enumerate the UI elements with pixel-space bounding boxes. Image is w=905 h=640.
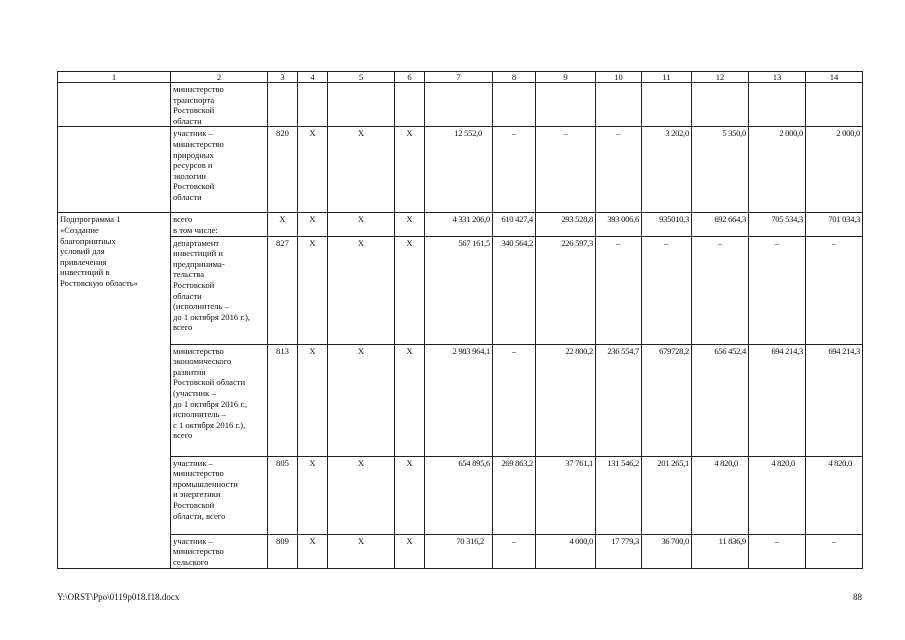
table-row: [58, 83, 863, 127]
value-cell: 654 895,6: [425, 456, 493, 534]
value-cell: 935010,3: [642, 213, 692, 236]
value-cell: –: [749, 236, 806, 344]
col-header: 14: [806, 72, 863, 83]
value-cell: 694 214,3: [749, 344, 806, 456]
cell: X: [328, 127, 395, 213]
participant-cell: министерство транспорта Ростовской области: [171, 83, 268, 127]
value-cell: 656 452,4: [692, 344, 749, 456]
col-header: 1: [58, 72, 171, 83]
col-header: 8: [493, 72, 536, 83]
col-header: 13: [749, 72, 806, 83]
value-cell: –: [806, 236, 863, 344]
col-header: 3: [268, 72, 298, 83]
value-cell: [806, 83, 863, 127]
value-cell: –: [493, 127, 536, 213]
value-cell: 692 664,3: [692, 213, 749, 236]
participant-cell: всего в том числе:: [171, 213, 268, 236]
cell: X: [328, 534, 395, 568]
subprogram-title-cell: Подпрограмма 1 «Создание благоприятных условий для привлечения инвестиций в Ростовскую область»: [58, 213, 171, 568]
header-row: [58, 72, 863, 83]
value-cell: 269 863,2: [493, 456, 536, 534]
table-row: [58, 213, 863, 236]
value-cell: –: [596, 236, 642, 344]
cell: [328, 83, 395, 127]
value-cell: 293 528,8: [536, 213, 596, 236]
cell: X: [298, 344, 328, 456]
program-cell: [58, 127, 171, 213]
cell: X: [298, 534, 328, 568]
col-header: 4: [298, 72, 328, 83]
cell: X: [395, 534, 425, 568]
participant-cell: департамент инвестиций и предпринима- тельства Ростовской области (исполнитель – до 1 октября 2016 г.), всего: [171, 236, 268, 344]
code-cell: 805: [268, 456, 298, 534]
cell: X: [298, 236, 328, 344]
value-cell: 694 214,3: [806, 344, 863, 456]
participant-cell: участник – министерство промышленности и энергетики Ростовской области, всего: [171, 456, 268, 534]
value-cell: 2 983 964,1: [425, 344, 493, 456]
value-cell: –: [806, 534, 863, 568]
footer-file-path: Y:\ORST\Ppo\0119p018.f18.docx: [57, 592, 180, 602]
col-header: 7: [425, 72, 493, 83]
value-cell: 679728,2: [642, 344, 692, 456]
value-cell: 567 161,5: [425, 236, 493, 344]
code-cell: X: [268, 213, 298, 236]
value-cell: [596, 83, 642, 127]
col-header: 9: [536, 72, 596, 83]
value-cell: –: [642, 236, 692, 344]
budget-table: [57, 71, 863, 569]
table-row: [58, 236, 863, 344]
code-cell: 820: [268, 127, 298, 213]
col-header: 6: [395, 72, 425, 83]
cell: X: [328, 344, 395, 456]
value-cell: 705 534,3: [749, 213, 806, 236]
cell: X: [328, 456, 395, 534]
cell: X: [395, 213, 425, 236]
value-cell: 4 000,0: [536, 534, 596, 568]
table-row: [58, 456, 863, 534]
value-cell: 131 546,2: [596, 456, 642, 534]
value-cell: [425, 83, 493, 127]
cell: X: [298, 456, 328, 534]
value-cell: 236 554,7: [596, 344, 642, 456]
cell: X: [395, 344, 425, 456]
value-cell: 5 350,0: [692, 127, 749, 213]
cell: X: [395, 236, 425, 344]
col-header: 12: [692, 72, 749, 83]
value-cell: –: [493, 344, 536, 456]
cell: X: [328, 236, 395, 344]
cell: [298, 83, 328, 127]
cell: [395, 83, 425, 127]
participant-cell: участник – министерство природных ресурсов и экологии Ростовской области: [171, 127, 268, 213]
col-header: 5: [328, 72, 395, 83]
value-cell: [493, 83, 536, 127]
value-cell: 12 552,0: [425, 127, 493, 213]
table-row: [58, 344, 863, 456]
participant-cell: участник – министерство сельского: [171, 534, 268, 568]
value-cell: –: [692, 236, 749, 344]
value-cell: [692, 83, 749, 127]
value-cell: 36 700,0: [642, 534, 692, 568]
cell: X: [328, 213, 395, 236]
code-cell: [268, 83, 298, 127]
value-cell: –: [749, 534, 806, 568]
value-cell: 4 820,0: [749, 456, 806, 534]
value-cell: 2 000,0: [749, 127, 806, 213]
program-cell: [58, 83, 171, 127]
code-cell: 809: [268, 534, 298, 568]
value-cell: [749, 83, 806, 127]
value-cell: 201 265,1: [642, 456, 692, 534]
value-cell: 4 331 206,0: [425, 213, 493, 236]
cell: X: [298, 127, 328, 213]
value-cell: 610 427,4: [493, 213, 536, 236]
participant-cell: министерство экономического развития Ростовской области (участник – до 1 октября 2016 г., исполнитель – с 1 октября 2016 г.), всего: [171, 344, 268, 456]
cell: X: [395, 127, 425, 213]
value-cell: 70 316,2: [425, 534, 493, 568]
value-cell: 37 761,1: [536, 456, 596, 534]
table-row: [58, 534, 863, 568]
value-cell: 11 836,9: [692, 534, 749, 568]
page-number: 88: [853, 592, 862, 602]
col-header: 10: [596, 72, 642, 83]
value-cell: 340 564,2: [493, 236, 536, 344]
value-cell: 2 000,0: [806, 127, 863, 213]
value-cell: –: [536, 127, 596, 213]
value-cell: –: [493, 534, 536, 568]
value-cell: 3 202,0: [642, 127, 692, 213]
cell: X: [395, 456, 425, 534]
value-cell: [642, 83, 692, 127]
value-cell: 17 779,3: [596, 534, 642, 568]
value-cell: 226 597,3: [536, 236, 596, 344]
code-cell: 813: [268, 344, 298, 456]
value-cell: 22 800,2: [536, 344, 596, 456]
value-cell: 4 820,0: [692, 456, 749, 534]
value-cell: 393 006,6: [596, 213, 642, 236]
value-cell: –: [596, 127, 642, 213]
value-cell: 701 034,3: [806, 213, 863, 236]
col-header: 2: [171, 72, 268, 83]
value-cell: [536, 83, 596, 127]
cell: X: [298, 213, 328, 236]
code-cell: 827: [268, 236, 298, 344]
table-row: [58, 127, 863, 213]
col-header: 11: [642, 72, 692, 83]
value-cell: 4 820,0: [806, 456, 863, 534]
